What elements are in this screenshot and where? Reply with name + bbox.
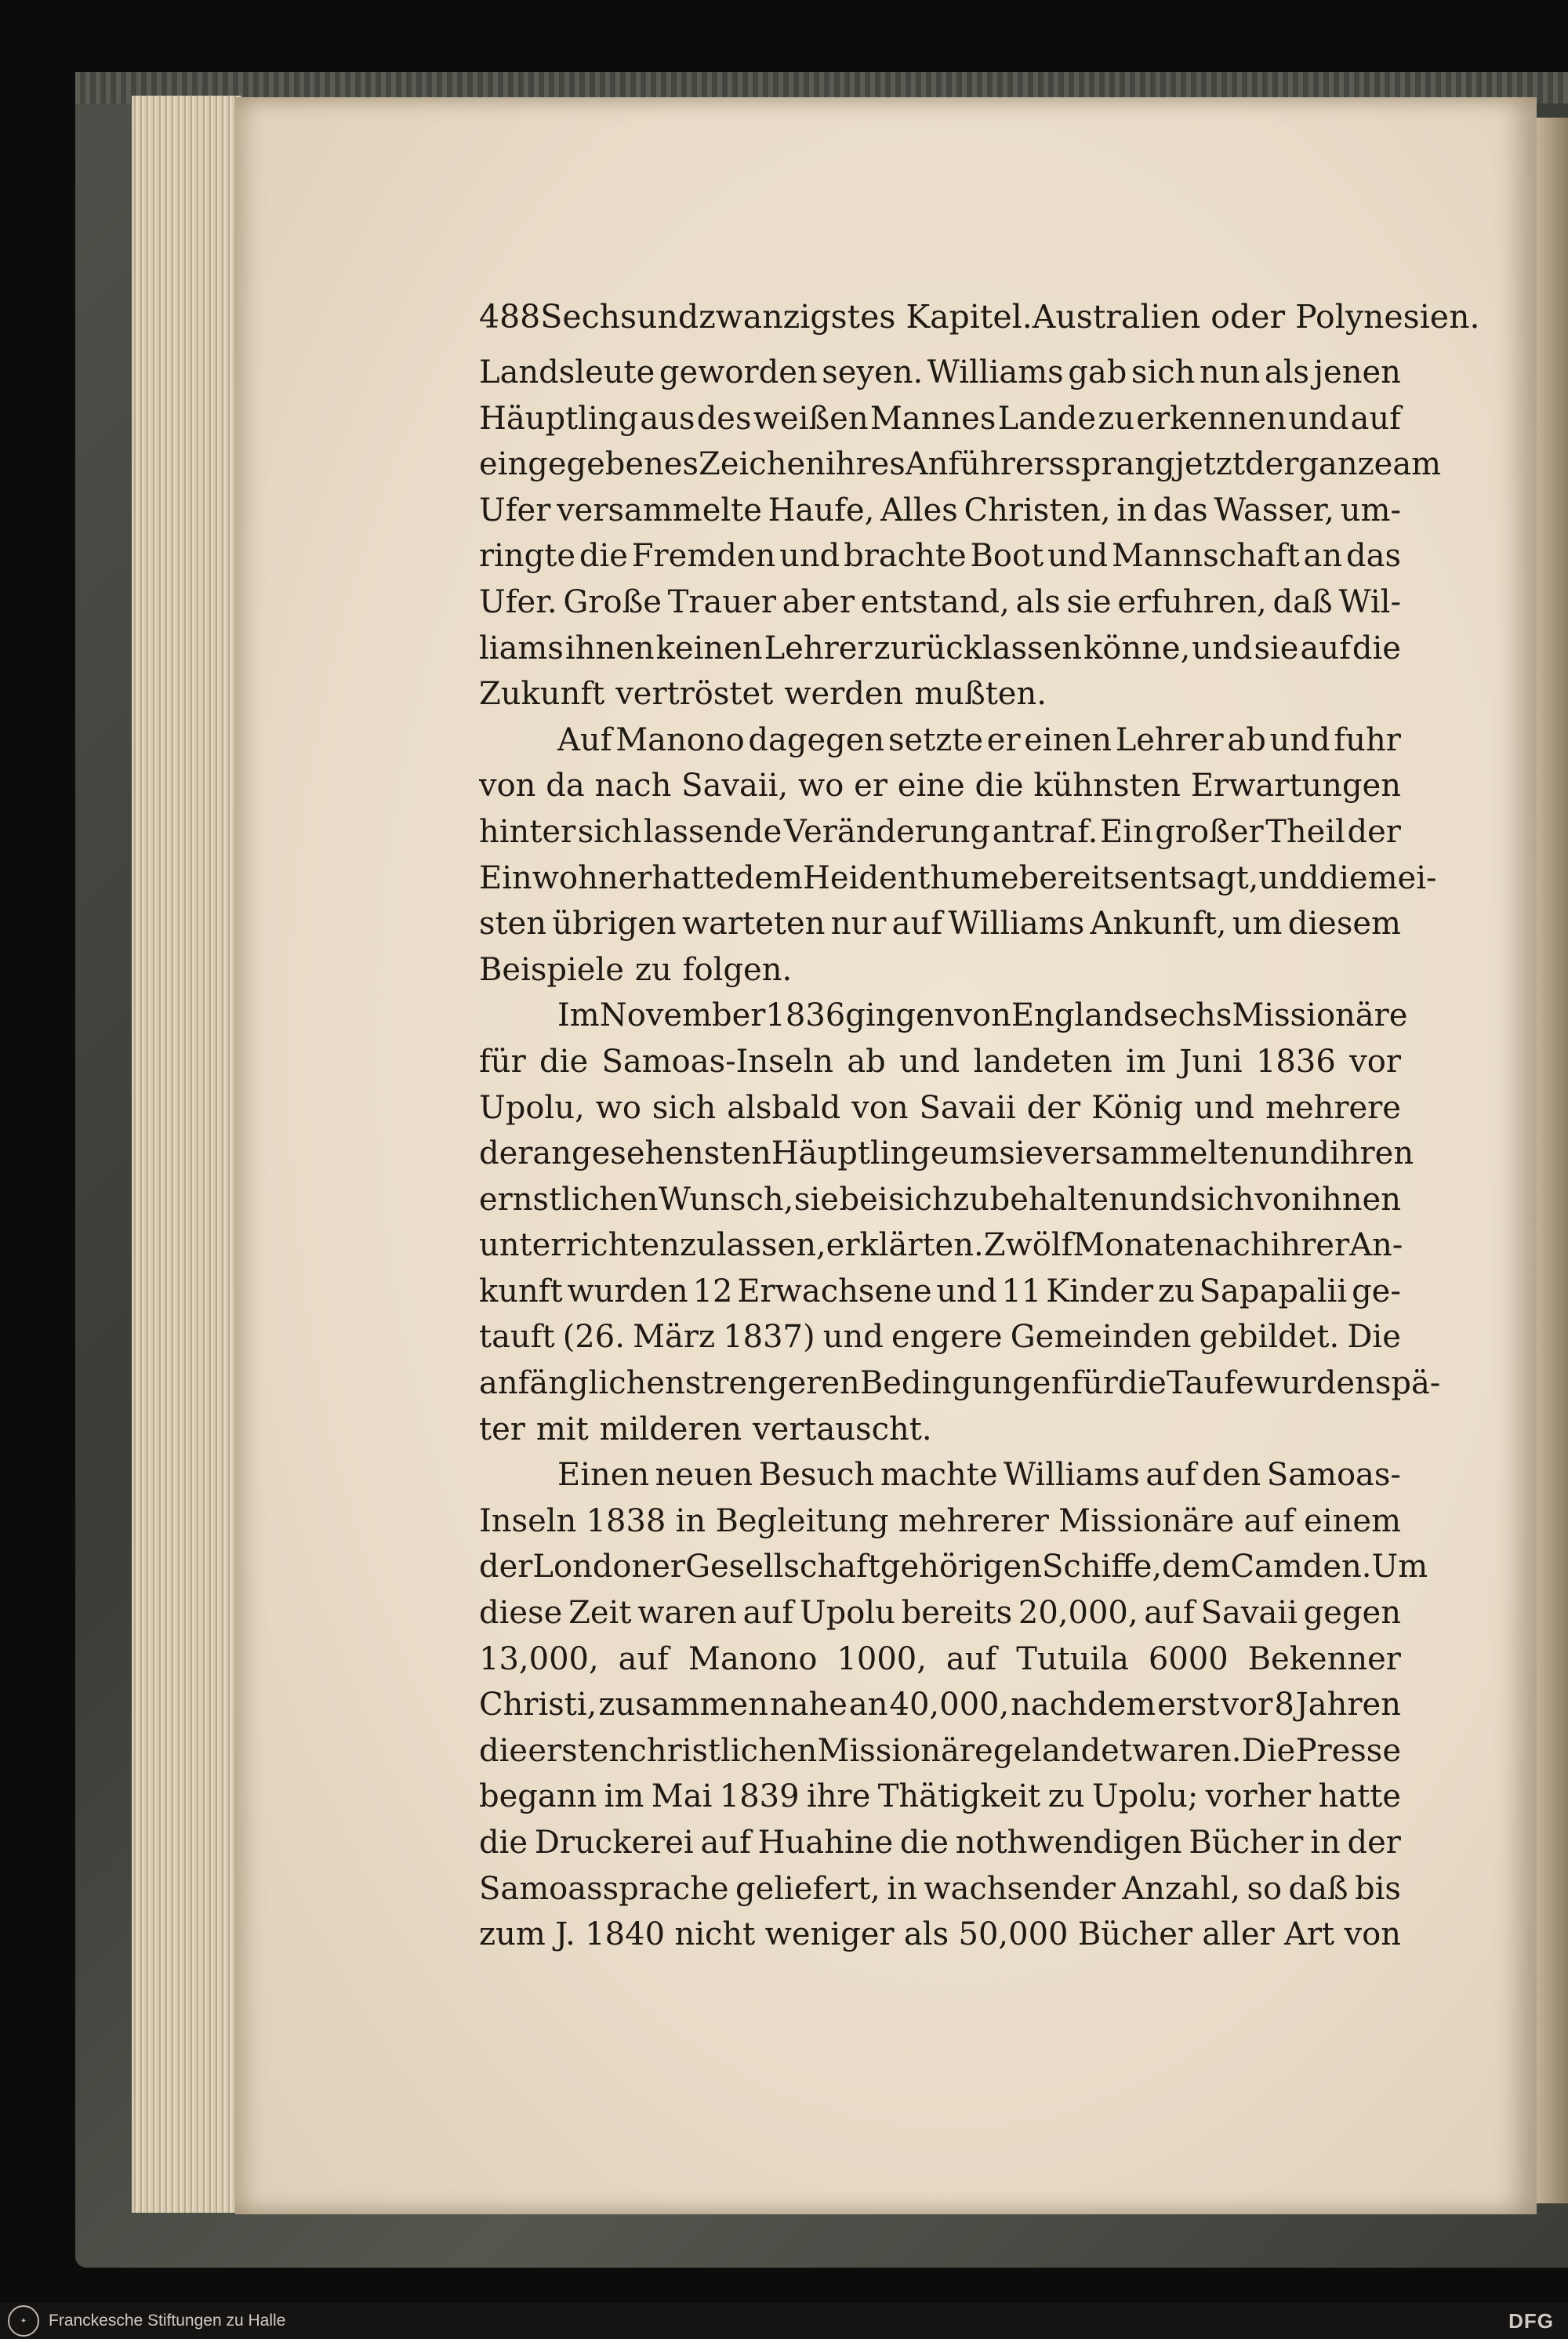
text-line: begann im Mai 1839 ihre Thätigkeit zu Upolu; vorher hatte bbox=[479, 1778, 1401, 1815]
dfg-logo: DFG bbox=[1508, 2308, 1554, 2333]
page-text bbox=[479, 298, 1480, 1963]
text-line: ringte die Fremden und brachte Boot und Mannschaft an das bbox=[479, 538, 1401, 575]
page-edges bbox=[132, 96, 241, 2213]
footer-bar bbox=[0, 2303, 1568, 2339]
text-line: Zukunft vertröstet werden mußten. bbox=[479, 676, 1047, 713]
text-line: Samoassprache geliefert, in wachsender Anzahl, so daß bis bbox=[479, 1870, 1401, 1907]
text-line: liams ihnen keinen Lehrer zurücklassen könne, und sie auf die bbox=[479, 630, 1401, 666]
text-line: unterrichten zu lassen, erklärten. Zwölf Monate nach ihrer An- bbox=[479, 1227, 1403, 1264]
text-line: der angesehensten Häuptlinge um sie versammelten und ihren bbox=[479, 1135, 1414, 1172]
text-line: die ersten christlichen Missionäre gelandet waren. Die Presse bbox=[479, 1732, 1401, 1769]
text-line: der Londoner Gesellschaft gehörigen Schiffe, dem Camden. Um bbox=[479, 1549, 1428, 1585]
text-line: Christi, zusammen nahe an 40,000, nachdem erst vor 8 Jahren bbox=[479, 1687, 1401, 1723]
text-line: anfänglichen strengeren Bedingungen für die Taufe wurden spä- bbox=[479, 1365, 1441, 1402]
text-line: die Druckerei auf Huahine die nothwendigen Bücher in der bbox=[479, 1825, 1401, 1861]
text-line: sten übrigen warteten nur auf Williams Ankunft, um diesem bbox=[479, 906, 1401, 943]
text-line: Ufer. Große Trauer aber entstand, als sie erfuhren, daß Wil- bbox=[479, 583, 1401, 620]
text-line: Landsleute geworden seyen. Williams gab sich nun als jenen bbox=[479, 354, 1401, 390]
text-line: Upolu, wo sich alsbald von Savaii der König und mehrere bbox=[479, 1089, 1401, 1126]
page-number: 488 bbox=[479, 298, 541, 336]
text-line: tauft (26. März 1837) und engere Gemeinden gebildet. Die bbox=[479, 1319, 1401, 1356]
running-head bbox=[479, 298, 1480, 348]
body-text bbox=[479, 354, 1442, 1963]
text-line: von da nach Savaii, wo er eine die kühnsten Erwartungen bbox=[479, 768, 1401, 804]
footer-institution bbox=[0, 2305, 285, 2337]
text-line: Auf Manono dagegen setzte er einen Lehrer ab und fuhr bbox=[557, 721, 1401, 758]
text-line: kunft wurden 12 Erwachsene und 11 Kinder zu Sapapalii ge- bbox=[479, 1273, 1401, 1309]
text-line: Ufer versammelte Haufe, Alles Christen, in das Wasser, um- bbox=[479, 492, 1401, 528]
text-line: Einen neuen Besuch machte Williams auf den Samoas- bbox=[557, 1457, 1401, 1494]
institution-seal-icon: ✦ bbox=[8, 2305, 39, 2337]
text-line: Einwohner hatte dem Heidenthume bereits entsagt, und die mei- bbox=[479, 859, 1437, 896]
text-line: zum J. 1840 nicht weniger als 50,000 Bücher aller Art von bbox=[479, 1916, 1401, 1953]
text-line: hinter sich lassende Veränderung antraf. Ein großer Theil der bbox=[479, 813, 1401, 850]
text-line: ernstlichen Wunsch, sie bei sich zu behalten und sich von ihnen bbox=[479, 1181, 1401, 1218]
text-line: Häuptling aus des weißen Mannes Lande zu erkennen und auf bbox=[479, 400, 1401, 437]
text-line: 13,000, auf Manono 1000, auf Tutuila 6000 Bekenner bbox=[479, 1640, 1401, 1677]
text-line: diese Zeit waren auf Upolu bereits 20,000, auf Savaii gegen bbox=[479, 1595, 1401, 1632]
chapter-title: Sechsundzwanzigstes Kapitel. bbox=[540, 298, 1033, 336]
section-title: Australien oder Polynesien. bbox=[1032, 298, 1480, 336]
text-line: Im November 1836 gingen von England sechs Missionäre bbox=[557, 997, 1408, 1034]
text-line: für die Samoas-Inseln ab und landeten im Juni 1836 vor bbox=[479, 1043, 1401, 1080]
facing-page-edge bbox=[1534, 118, 1568, 2203]
text-line: Beispiele zu folgen. bbox=[479, 951, 793, 988]
institution-name: Franckesche Stiftungen zu Halle bbox=[49, 2312, 286, 2330]
text-line: ein gegebenes Zeichen ihres Anführers sprang jetzt der ganze am bbox=[479, 446, 1442, 483]
text-line: ter mit milderen vertauscht. bbox=[479, 1411, 932, 1447]
text-line: Inseln 1838 in Begleitung mehrerer Missionäre auf einem bbox=[479, 1502, 1401, 1539]
